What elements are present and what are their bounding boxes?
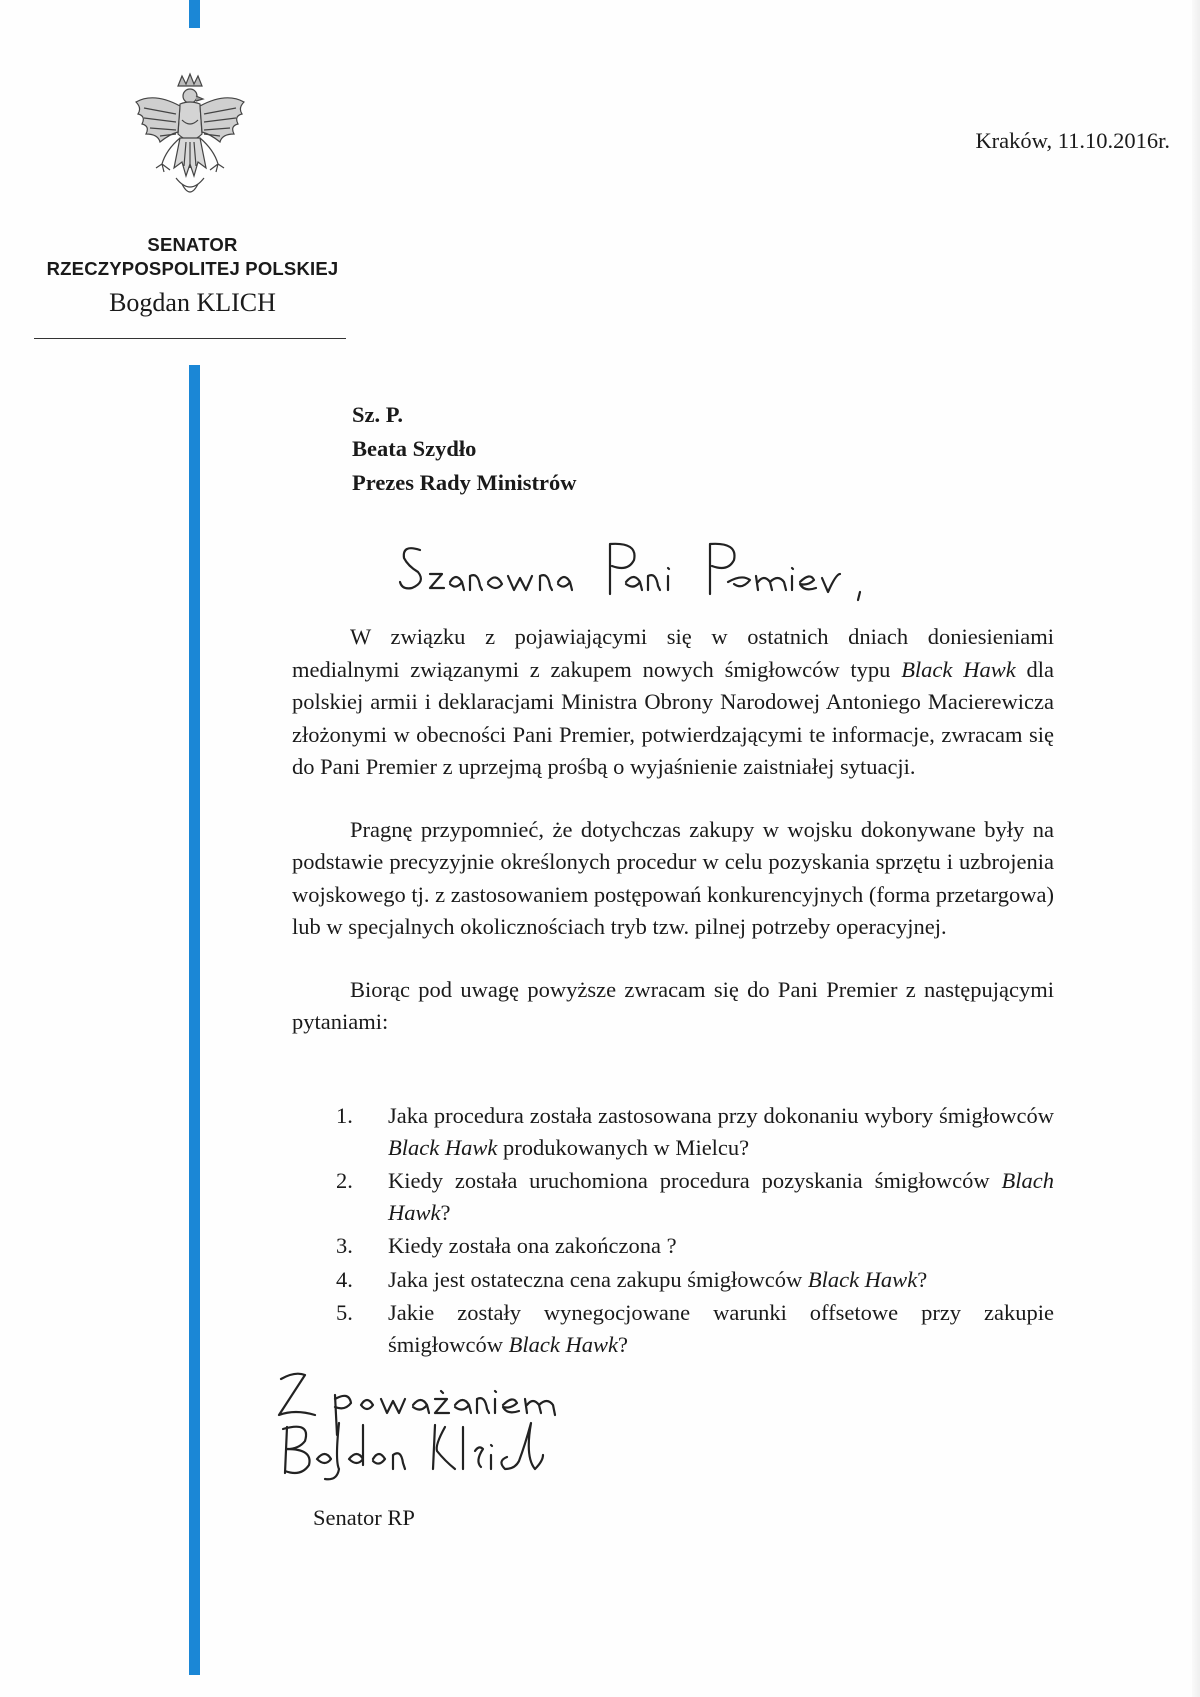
handwritten-salutation bbox=[398, 534, 958, 604]
polish-eagle-emblem-icon bbox=[130, 72, 250, 202]
recipient-name: Beata Szydło bbox=[352, 436, 477, 461]
accent-bar-side bbox=[189, 365, 200, 1675]
question-item: 1. Jaka procedura została zastosowana przy dokonaniu wybory śmigłowców Black Hawk produkowanych w Mielcu? bbox=[336, 1103, 1054, 1160]
body-paragraph-1: W związku z pojawiającymi się w ostatnich dniach doniesieniami medialnymi związanymi z zakupem nowych śmigłowców typu Black Hawk dla polskiej armii i deklaracjami Ministra Obrony Narodowej Antoniego Macierewicza złożonymi w obecności Pani Premier, potwierdzającymi te informacje, zwracam się do Pani Premier z uprzejmą prośbą o wyjaśnienie zaistniałej sytuacji. bbox=[292, 624, 1054, 779]
question-item: 4. Jaka jest ostateczna cena zakupu śmigłowców Black Hawk? bbox=[336, 1266, 928, 1292]
body-paragraph-2: Pragnę przypomnieć, że dotychczas zakupy w wojsku dokonywane były na podstawie precyzyjnie określonych procedur w celu pozyskania sprzętu i uzbrojenia wojskowego tj. z zastosowaniem postępowań konkurencyjnych (forma przetargowa) lub w specjalnych okolicznościach tryb tzw. pilnej potrzeby operacyjnej. bbox=[292, 816, 1054, 939]
signature-title: Senator RP bbox=[313, 1505, 415, 1530]
letter-date: Kraków, 11.10.2016r. bbox=[975, 128, 1170, 153]
question-item: 3. Kiedy została ona zakończona ? bbox=[336, 1233, 677, 1258]
accent-bar-top bbox=[189, 0, 200, 28]
sender-block bbox=[20, 233, 365, 323]
recipient-line1: Sz. P. bbox=[352, 402, 404, 427]
letter-body bbox=[292, 621, 1054, 1069]
sender-name: Bogdan KLICH bbox=[109, 288, 276, 317]
recipient-block bbox=[352, 398, 577, 500]
handwritten-closing-signature bbox=[275, 1365, 615, 1515]
question-item: 5. Jakie zostały wynegocjowane warunki offsetowe przy zakupie śmigłowców Black Hawk? bbox=[336, 1300, 1054, 1357]
questions-list bbox=[336, 1100, 1054, 1362]
recipient-title: Prezes Rady Ministrów bbox=[352, 470, 577, 495]
body-paragraph-3: Biorąc pod uwagę powyższe zwracam się do Pani Premier z następującymi pytaniami: bbox=[292, 976, 1054, 1034]
sender-role-line2: RZECZYPOSPOLITEJ POLSKIEJ bbox=[46, 258, 339, 279]
page-edge-shadow bbox=[1192, 0, 1200, 1697]
sender-role-line1: SENATOR bbox=[147, 234, 238, 255]
sender-divider bbox=[34, 338, 346, 339]
question-item: 2. Kiedy została uruchomiona procedura pozyskania śmigłowców Blach Hawk? bbox=[336, 1168, 1054, 1225]
